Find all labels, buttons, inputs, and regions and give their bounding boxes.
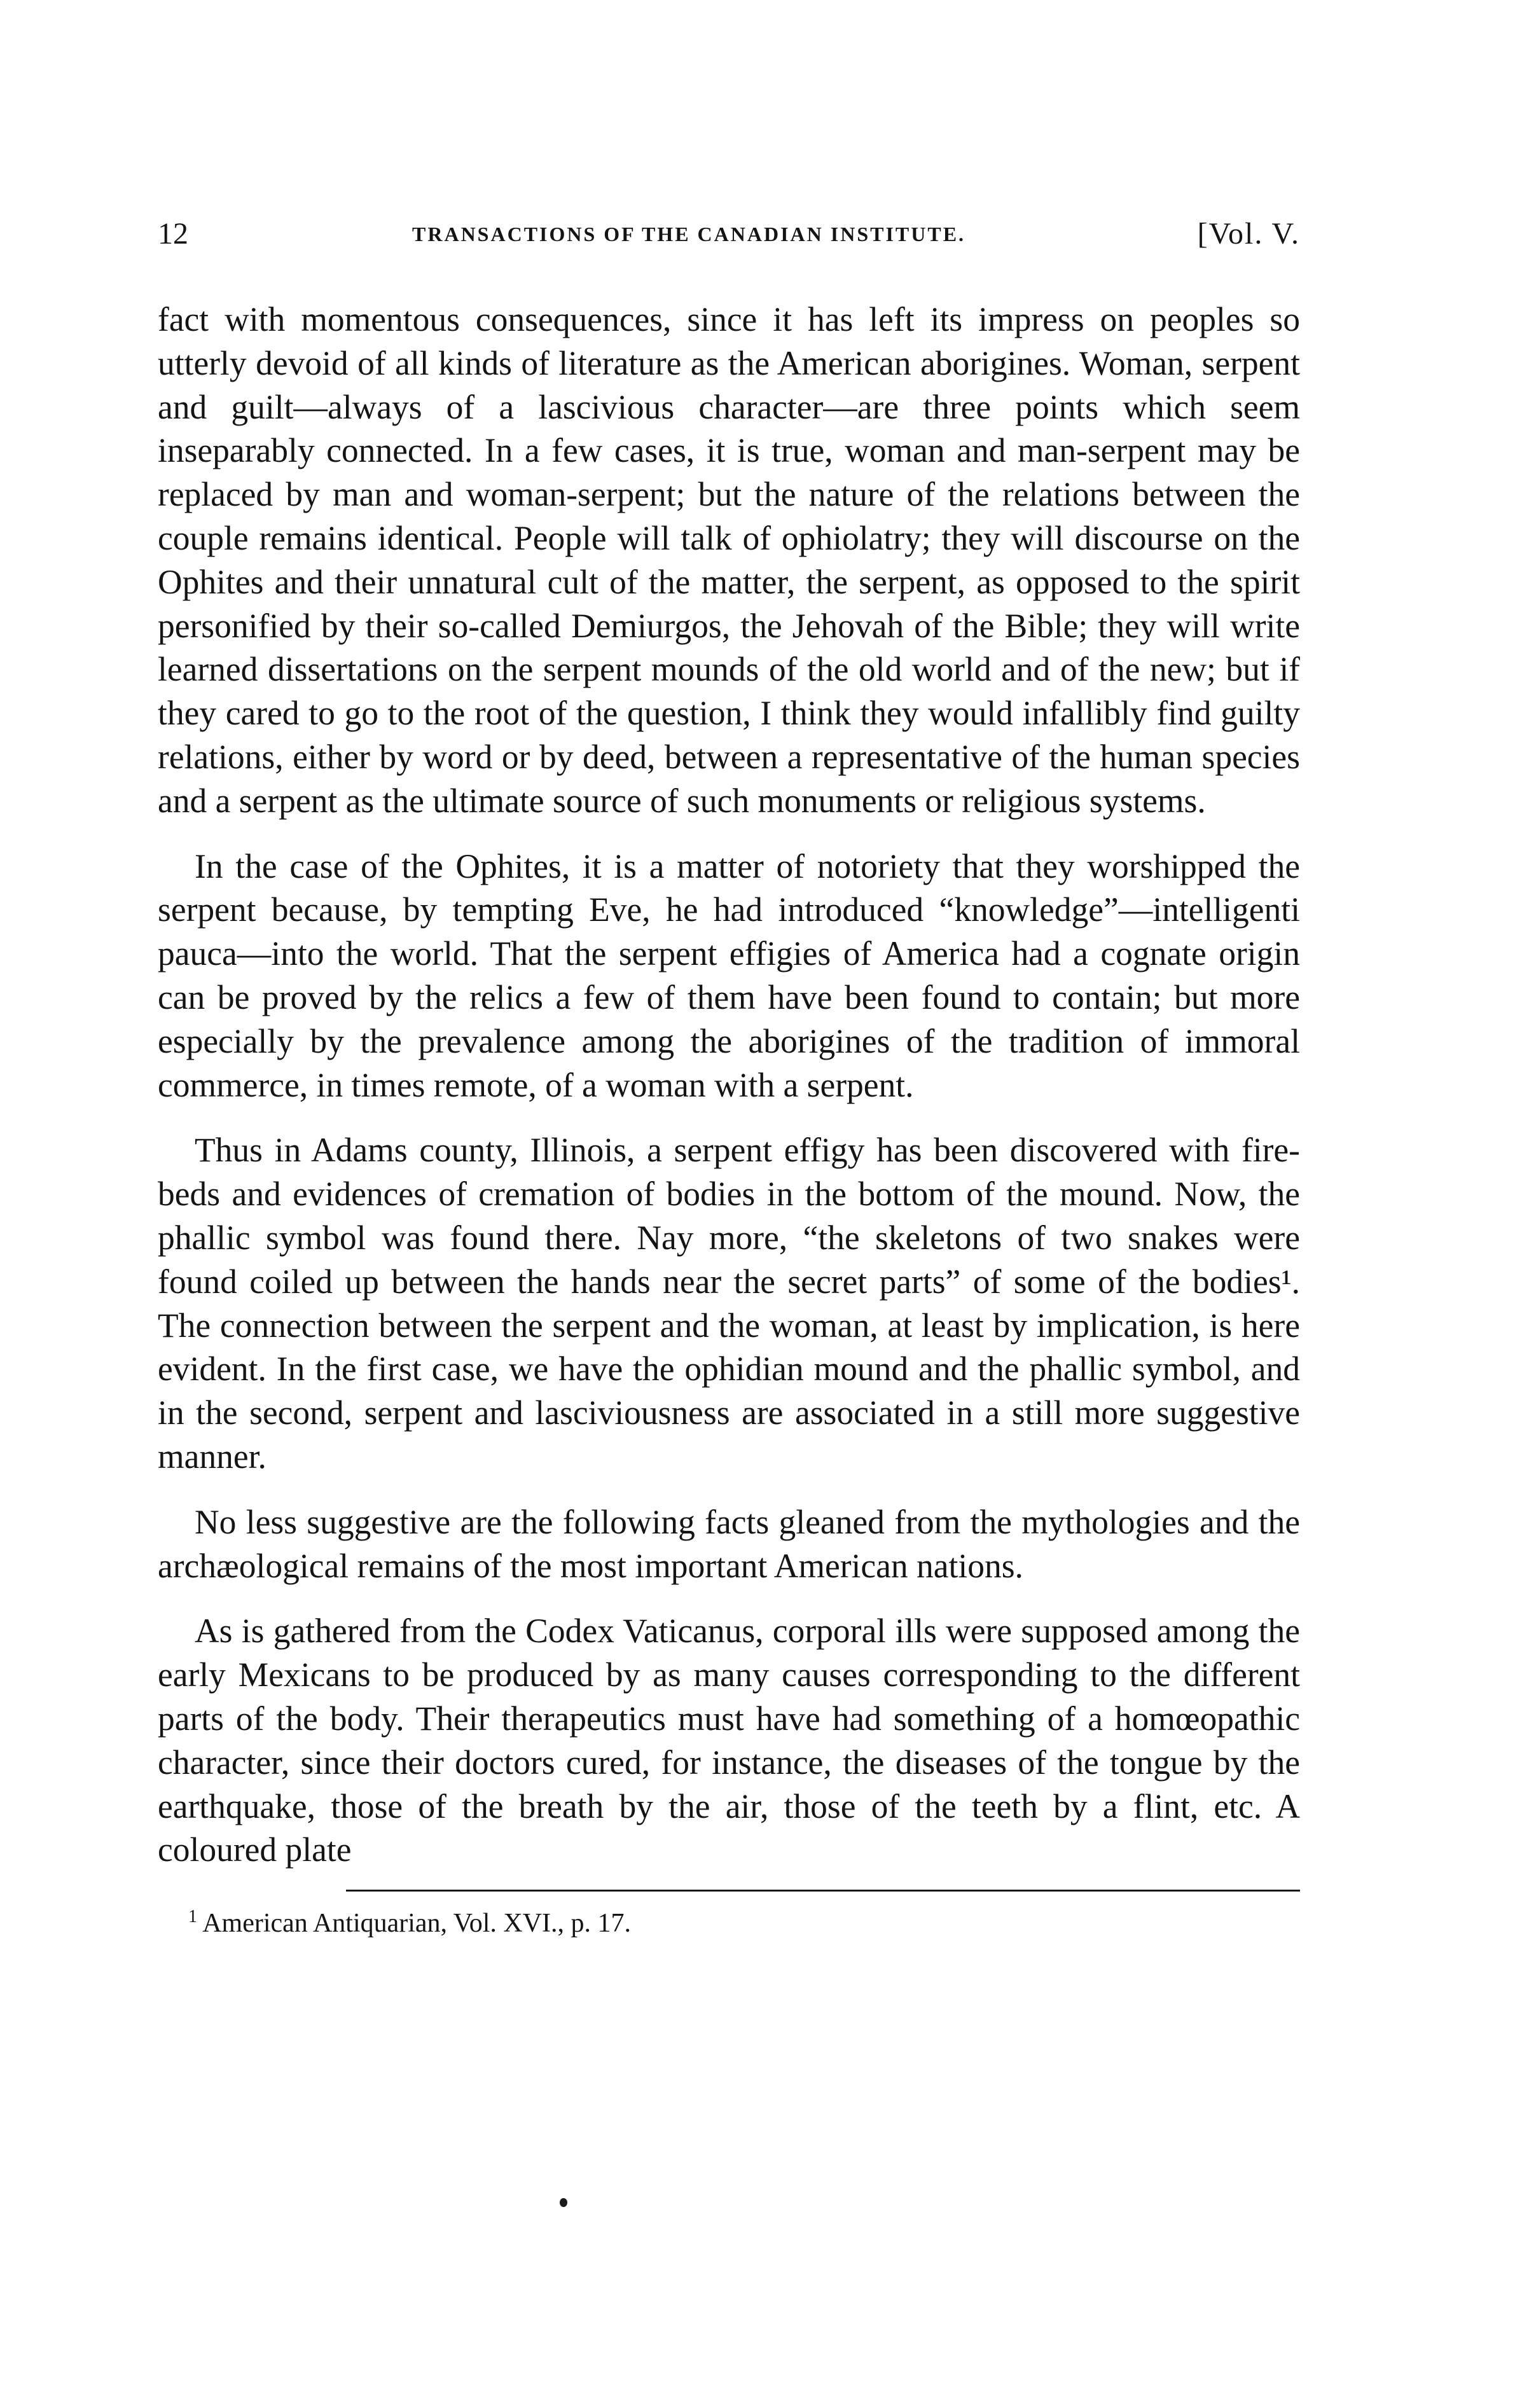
page: [158, 216, 1300, 1939]
ink-dot-mark: [560, 2198, 567, 2207]
running-head: [158, 216, 1300, 261]
footnote: [188, 1907, 1300, 1939]
footnote-text: American Antiquarian, Vol. XVI., p. 17.: [202, 1909, 632, 1939]
paragraph: fact with momentous consequences, since it has left its impress on peoples so utterly devoid of all kinds of literature as the American aborigines. Woman, serpent and guilt—always of a lascivious character—are three points which seem inseparably connected. In a few cases, it is true, woman and man-serpent may be replaced by man and woman-serpent; but the nature of the relations between the couple remains identical. People will talk of ophiolatry; they will discourse on the Ophites and their unnatural cult of the matter, the serpent, as opposed to the spirit personified by their so-called Demiurgos, the Jehovah of the Bible; they will write learned dissertations on the serpent mounds of the old world and of the new; but if they cared to go to the root of the question, I think they would infallibly find guilty relations, either by word or by deed, between a representative of the human species and a serpent as the ultimate source of such monuments or religious systems.: [158, 300, 1300, 820]
body-text: [158, 298, 1300, 1872]
running-title: TRANSACTIONS OF THE CANADIAN INSTITUTE.: [412, 223, 966, 246]
footnote-divider: [346, 1890, 1300, 1892]
page-number: 12: [158, 217, 188, 251]
paragraph: In the case of the Ophites, it is a matter of notoriety that they worshipped the serpent because, by tempting Eve, he had introduced “knowledge”—intelligenti pauca—into the world. That the serpent effigies of America had a cognate origin can be proved by the relics a few of them have been found to contain; but more especially by the prevalence among the aborigines of the tradition of immoral commerce, in times remote, of a woman with a serpent.: [158, 847, 1300, 1104]
volume-label: [Vol. V.: [1197, 217, 1300, 251]
footnote-marker: 1: [188, 1907, 197, 1927]
paragraph: No less suggestive are the following facts gleaned from the mythologies and the archæological remains of the most important American nations.: [158, 1502, 1300, 1585]
paragraph: As is gathered from the Codex Vaticanus, corporal ills were supposed among the early Mexicans to be produced by as many causes corresponding to the different parts of the body. Their therapeutics must have had something of a homœopathic character, since their doctors cured, for instance, the diseases of the tongue by the earthquake, those of the breath by the air, those of the teeth by a flint, etc. A coloured plate: [158, 1612, 1300, 1869]
paragraph: Thus in Adams county, Illinois, a serpent effigy has been discovered with fire-beds and evidences of cremation of bodies in the bottom of the mound. Now, the phallic symbol was found there. Nay more, “the skeletons of two snakes were found coiled up between the hands near the secret parts” of some of the bodies¹. The connection between the serpent and the woman, at least by implication, is here evident. In the first case, we have the ophidian mound and the phallic symbol, and in the second, serpent and lasciviousness are associated in a still more suggestive manner.: [158, 1131, 1300, 1476]
